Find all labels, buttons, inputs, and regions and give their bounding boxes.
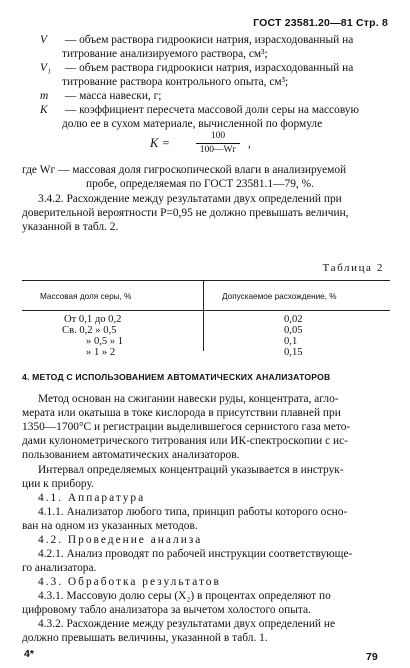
p432-line1: 4.3.2. Расхождение между результатами двух определений не bbox=[38, 618, 336, 630]
table-header-rule bbox=[22, 310, 390, 311]
p342-line2: доверительной вероятности P=0,95 не должно превышать величин, bbox=[22, 207, 349, 219]
formula-lhs: K = bbox=[150, 136, 170, 150]
table-column-divider bbox=[203, 281, 204, 351]
def-v-line1 bbox=[40, 34, 353, 47]
table-row-value: 0,02 bbox=[284, 314, 303, 325]
def-v1-line2: титрование раствора контрольного опыта, см³; bbox=[62, 76, 289, 88]
table-row-range: » 1 » 2 bbox=[86, 347, 116, 358]
def-k-line2: долю ее в сухом материале, вычисленной по формуле bbox=[62, 118, 323, 130]
table-row-value: 0,15 bbox=[284, 347, 303, 358]
body-line: мерата или окатыша в токе кислорода в присутствии плавней при bbox=[22, 407, 341, 419]
def-v1-line1 bbox=[40, 62, 353, 75]
p431-line2: цифровому табло анализатора за вычетом холостого опыта. bbox=[22, 604, 311, 616]
p411-line1: 4.1.1. Анализатор любого типа, принцип работы которого осно- bbox=[38, 506, 348, 518]
subsection-4-1-heading: 4.1. Аппаратура bbox=[38, 492, 146, 504]
formula-fraction bbox=[196, 131, 240, 156]
where-line2: пробе, определяемая по ГОСТ 23581.1—79, %. bbox=[86, 178, 314, 190]
def-k-line1 bbox=[40, 104, 359, 117]
def-k-text: — коэффициент пересчета массовой доли серы на массовую bbox=[62, 104, 360, 116]
body-line: Метод основан на сжигании навески руды, концентрата, агло- bbox=[38, 393, 339, 405]
formula-numerator: 100 bbox=[210, 131, 226, 141]
def-m-text: — масса навески, г; bbox=[62, 90, 162, 102]
body-line: Интервал определяемых концентраций указывается в инструк- bbox=[38, 464, 344, 476]
subsection-4-3-heading: 4.3. Обработка результатов bbox=[38, 576, 221, 588]
page-number: 79 bbox=[366, 651, 378, 663]
subsection-4-2-heading: 4.2. Проведение анализа bbox=[38, 534, 203, 546]
table-row-range: От 0,1 до 0,2 bbox=[64, 314, 122, 325]
page-header: ГОСТ 23581.20—81 Стр. 8 bbox=[253, 17, 388, 29]
def-v1-symbol: V₁ bbox=[40, 62, 51, 74]
footer-signature-mark: 4* bbox=[24, 648, 34, 660]
p411-line2: ван на одном из указанных методов. bbox=[22, 520, 198, 532]
def-k-symbol: K bbox=[40, 104, 48, 116]
body-line: 1350—1700°С и регистрации выделившегося сернистого газа мето- bbox=[22, 421, 351, 433]
def-v1-text: — объем раствора гидроокиси натрия, израсходованный на bbox=[62, 62, 354, 74]
p342-line1: 3.4.2. Расхождение между результатами двух определений при bbox=[38, 193, 342, 205]
table-row-value: 0,05 bbox=[284, 325, 303, 336]
table-row-range: Св. 0,2 » 0,5 bbox=[62, 325, 117, 336]
body-line: пользованием автоматических анализаторов. bbox=[22, 449, 240, 461]
body-line: дами кулонометрического титрования или ИК-спектроскопии с ис- bbox=[22, 435, 348, 447]
def-v-text: — объем раствора гидроокиси натрия, израсходованный на bbox=[62, 34, 354, 46]
def-m-line1 bbox=[40, 90, 161, 103]
body-line: ции к прибору. bbox=[22, 478, 94, 490]
table-row-value: 0,1 bbox=[284, 336, 298, 347]
p342-line3: указанной в табл. 2. bbox=[22, 221, 119, 233]
def-v-symbol: V bbox=[40, 34, 47, 46]
def-v-line2: титрование анализируемого раствора, см³; bbox=[62, 48, 268, 60]
where-line1: где Wг — массовая доля гигроскопической влаги в анализируемой bbox=[22, 164, 347, 176]
p421-line1: 4.2.1. Анализ проводят по рабочей инструкции соответствующе- bbox=[38, 548, 353, 560]
section-4-heading: 4. МЕТОД С ИСПОЛЬЗОВАНИЕМ АВТОМАТИЧЕСКИХ АНАЛИЗАТОРОВ bbox=[22, 372, 331, 382]
p431-line1: 4.3.1. Массовую долю серы (X₂) в процентах определяют по bbox=[38, 590, 331, 602]
def-m-symbol: m bbox=[40, 90, 49, 102]
fraction-bar bbox=[196, 143, 240, 144]
table-top-rule bbox=[22, 280, 390, 281]
table-header-col2: Допускаемое расхождение, % bbox=[222, 292, 337, 301]
table-row-range: » 0,5 » 1 bbox=[86, 336, 124, 347]
formula-comma: , bbox=[248, 138, 251, 150]
table-title: Таблица 2 bbox=[322, 262, 384, 274]
formula-denominator: 100—Wг bbox=[199, 145, 237, 155]
p432-line2: должно превышать величины, указанной в табл. 1. bbox=[22, 632, 268, 644]
p421-line2: го анализатора. bbox=[22, 562, 97, 574]
table-header-col1: Массовая доля серы, % bbox=[40, 292, 132, 301]
